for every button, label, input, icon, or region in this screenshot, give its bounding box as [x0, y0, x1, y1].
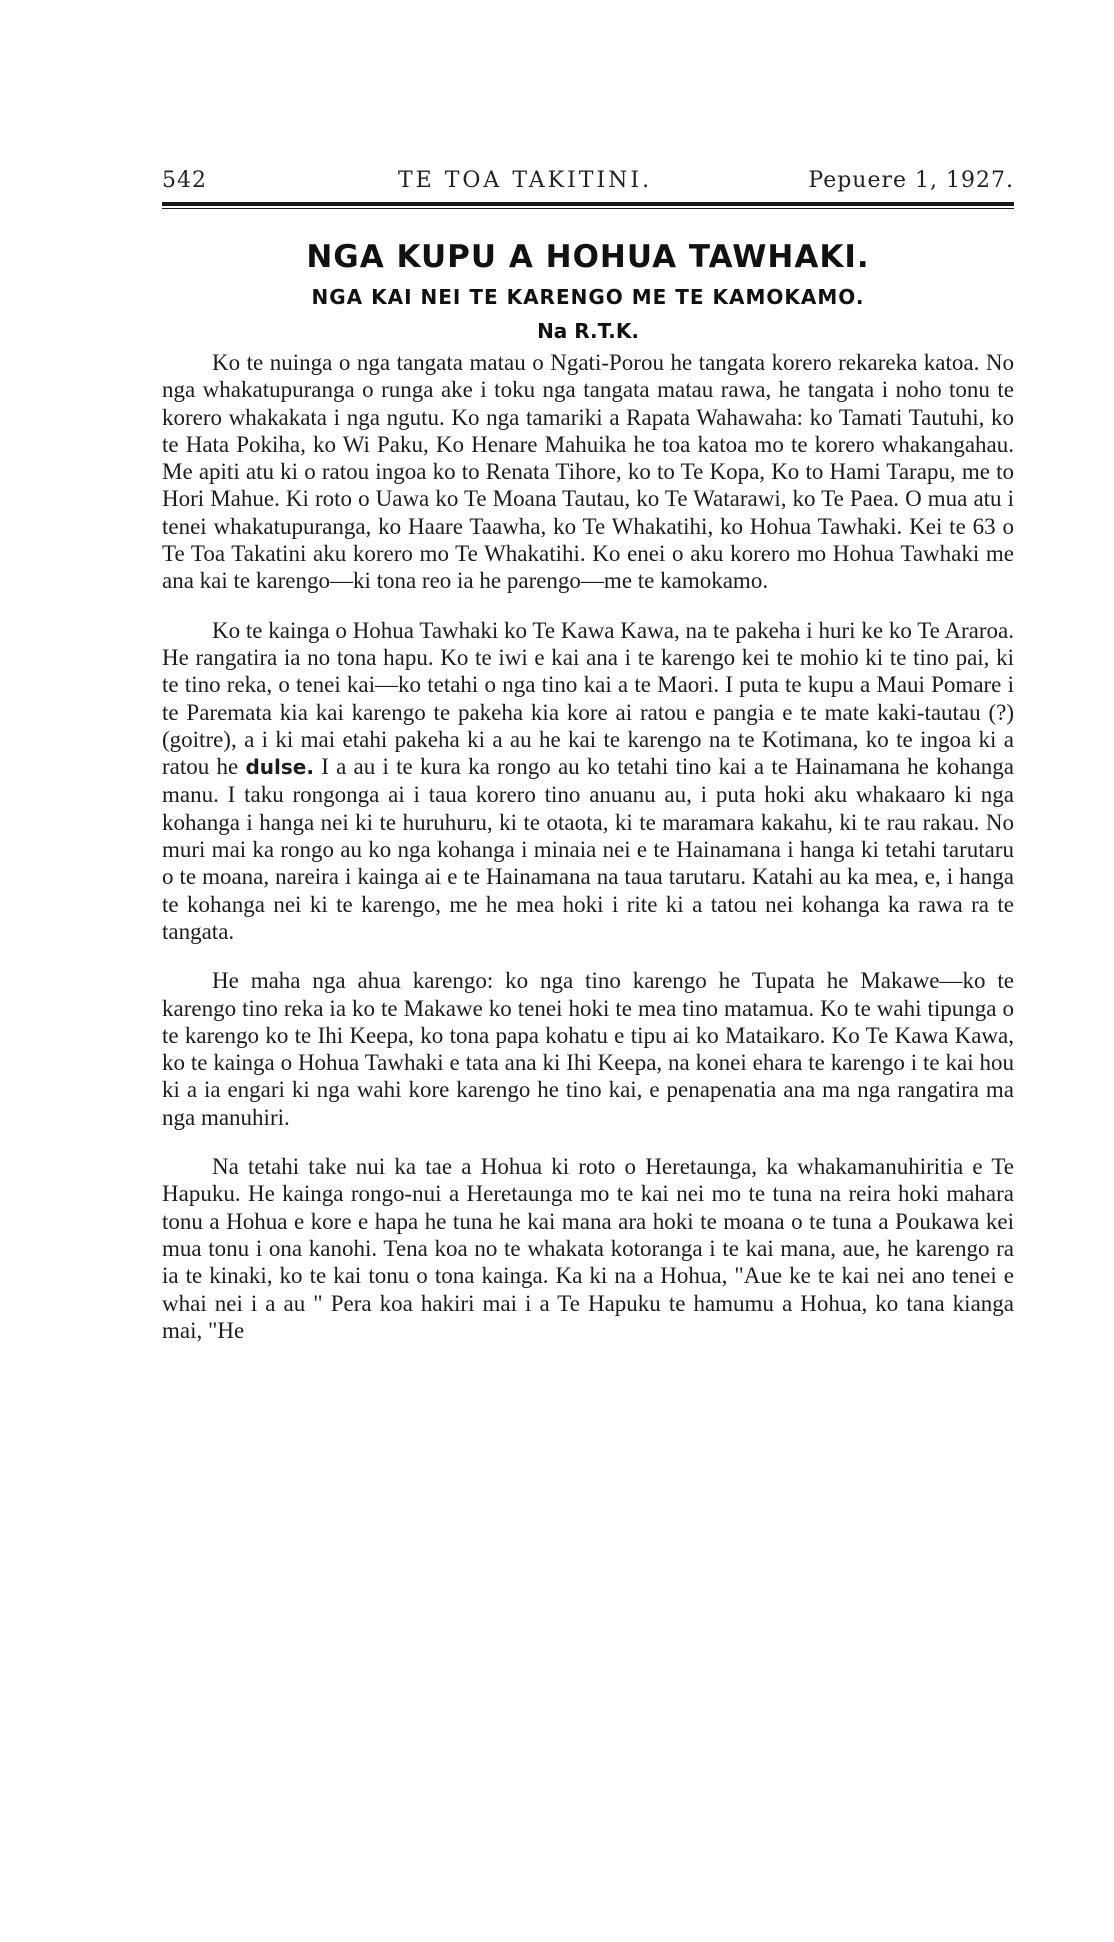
journal-title: TE TOA TAKITINI. [398, 168, 653, 193]
article-byline: Na R.T.K. [537, 319, 639, 343]
header-rule-thin [162, 208, 1014, 209]
paragraph: He maha nga ahua karengo: ko nga tino karengo he Tupata he Makawe—ko te karengo tino reka ia ko te Makawe ko tenei hoki te mea tino matamua. Ko te wahi tipunga o te karengo ko te Ihi Keepa, ko tona papa kohatu e tipu ai ko Mataikaro. Ko Te Kawa Kawa, ko te kainga o Hohua Tawhaki e tata ana ki Ihi Keepa, na konei ehara te karengo i te kai hou ki a ia engari ki nga wahi kore karengo he tino kai, e penapenatia ana ma nga rangatira ma nga manuhiri. [162, 968, 1014, 1130]
paragraph-text: I a au i te kura ka rongo au ko tetahi tino kai a te Hainamana he kohanga manu. I taku rongonga ai i taua korero tino anuanu au, i puta hoki aku whakaaro ki nga kohanga i hanga nei ki te huruhuru, ki te otaota, ki te maramara kakahu, ki te rau rakau. No muri mai ka rongo au ko nga kohanga i minaia nei e te Hainamana i hanga ki tetahi tarutaru o te moana, nareira i kainga ai e te Hainamana na taua tarutaru. Katahi au ka mea, e, i hanga te kohanga nei ki te karengo, me he mea hoki i rite ki a tatou nei kohanga ka rawa ra te tangata. [162, 754, 1015, 944]
article-title: NGA KUPU A HOHUA TAWHAKI. [306, 239, 870, 275]
header-rule-thick [162, 202, 1014, 206]
article-subtitle: NGA KAI NEI TE KARENGO ME TE KAMOKAMO. [311, 285, 865, 309]
page [162, 160, 1014, 1366]
issue-date: Pepuere 1, 1927. [808, 168, 1014, 193]
paragraph: Na tetahi take nui ka tae a Hohua ki roto o Heretaunga, ka whakamanuhiritia e Te Hapuku. He kainga rongo-nui a Heretaunga mo te kai nei mo te tuna na reira hoki mahara tonu a Hohua e kore e hapa he tuna he kai mana ara hoki te moana o te tuna a Poukawa kei mua tonu i ona kanohi. Tena koa no te whakata kotoranga i te kai mana, aue, he karengo ra ia te kinaki, ko te kai tonu o tona kainga. Ka ki na a Hohua, "Aue ke te kai nei ano tenei e whai nei i a au " Pera koa hakiri mai i a Te Hapuku te hamumu a Hohua, ko tana kianga mai, "He [162, 1154, 1014, 1343]
paragraph-text: Ko te kainga o Hohua Tawhaki ko Te Kawa Kawa, na te pakeha i huri ke ko Te Araroa. He rangatira ia no tona hapu. Ko te iwi e kai ana i te karengo kei te mohio ki te tino pai, ki te tino reka, o tenei kai—ko tetahi o nga tino kai a te Maori. I puta te kupu a Maui Pomare i te Paremata kia kai karengo te pakeha kia kore ai ratou e pangia e te mate kaki-tautau (?) (goitre), a i ki mai etahi pakeha ki a au he kai te karengo na te Kotimana, ko te ingoa ki a ratou he [162, 617, 1014, 780]
bold-term: dulse. [245, 755, 314, 780]
article-body [162, 349, 1014, 1344]
paragraph [162, 617, 1014, 946]
running-head [162, 160, 1014, 200]
page-number: 542 [162, 168, 207, 193]
paragraph: Ko te nuinga o nga tangata matau o Ngati-Porou he tangata korero rekareka katoa. No nga whakatupuranga o runga ake i toku nga tangata matau rawa, he tangata i noho tonu te korero whakakata i nga ngutu. Ko nga tamariki a Rapata Wahawaha: ko Tamati Tautuhi, ko te Hata Pokiha, ko Wi Paku, Ko Henare Mahuika he toa katoa mo te korero whakangahau. Me apiti atu ki o ratou ingoa ko to Renata Tihore, ko to Te Kopa, Ko to Hami Tarapu, me to Hori Mahue. Ki roto o Uawa ko Te Moana Tautau, ko Te Watarawi, ko Te Paea. O mua atu i tenei whakatupuranga, ko Haare Taawha, ko Te Whakatihi, ko Hohua Tawhaki. Kei te 63 o Te Toa Takatini aku korero mo Te Whakatihi. Ko enei o aku korero mo Hohua Tawhaki me ana kai te karengo—ki tona reo ia he parengo—me te kamokamo. [162, 350, 1014, 594]
